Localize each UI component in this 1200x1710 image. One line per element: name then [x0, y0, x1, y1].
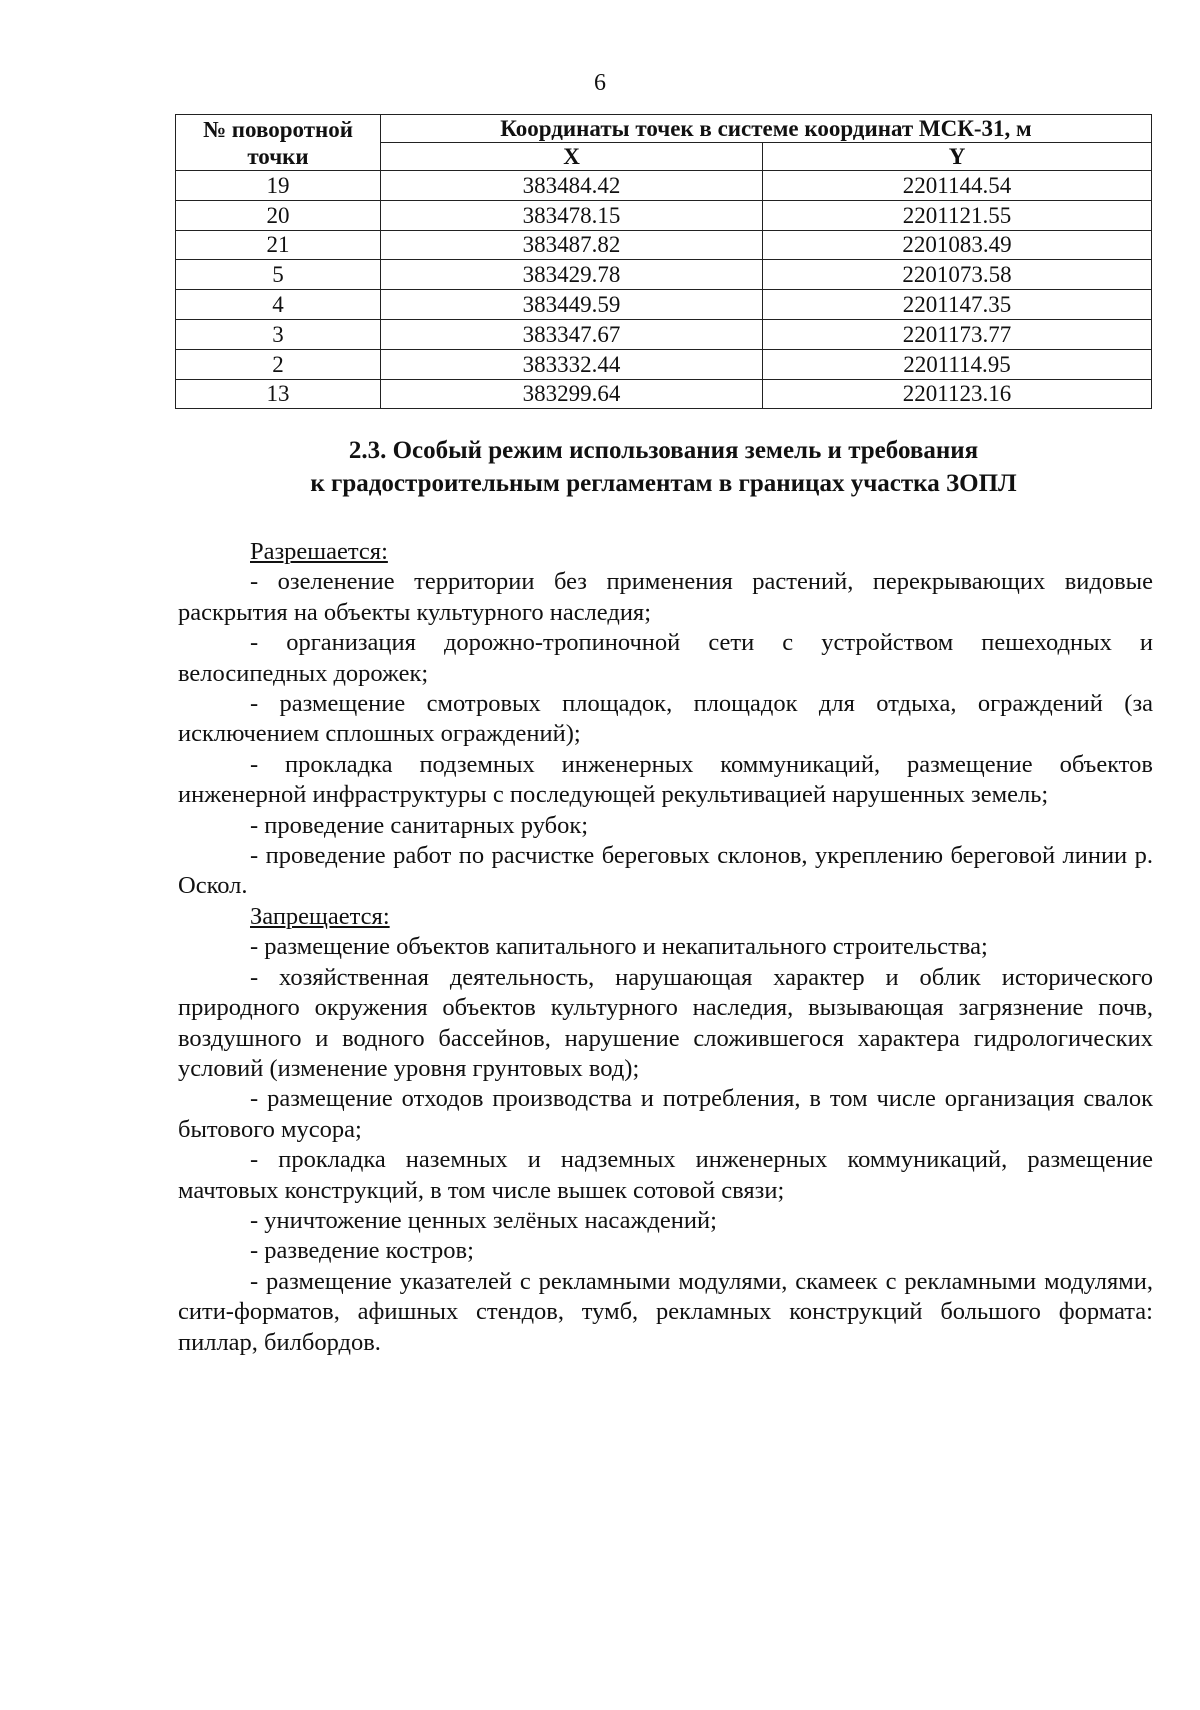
- cell-y: 2201121.55: [763, 200, 1152, 230]
- cell-x: 383449.59: [381, 290, 763, 320]
- cell-point: 5: [176, 260, 381, 290]
- header-point: № поворотной точки: [176, 115, 381, 171]
- body-text: [178, 537, 1153, 1358]
- cell-point: 20: [176, 200, 381, 230]
- prohibited-heading: Запрещается:: [250, 902, 390, 930]
- table-row: [176, 200, 1152, 230]
- cell-x: 383347.67: [381, 319, 763, 349]
- table-row: [176, 319, 1152, 349]
- cell-x: 383429.78: [381, 260, 763, 290]
- section-title-line2: к градостроительным регламентам в границах участка ЗОПЛ: [310, 470, 1017, 497]
- cell-point: 13: [176, 379, 381, 409]
- allowed-item: - организация дорожно-тропиночной сети с устройством пешеходных и велосипедных дорожек;: [178, 629, 1153, 687]
- coordinates-table: [175, 114, 1152, 409]
- page-number: 6: [594, 70, 606, 96]
- prohibited-item: - размещение отходов производства и потребления, в том числе организация свалок бытового мусора;: [178, 1085, 1153, 1143]
- cell-y: 2201123.16: [763, 379, 1152, 409]
- table-row: [176, 379, 1152, 409]
- prohibited-item: - хозяйственная деятельность, нарушающая характер и облик исторического природного окружения объектов культурного наследия, вызывающая загрязнение почв, воздушного и водного бассейнов, нарушение сложившегося характера гидрологических условий (изменение уровня грунтовых вод);: [178, 963, 1153, 1082]
- cell-y: 2201173.77: [763, 319, 1152, 349]
- allowed-item: - прокладка подземных инженерных коммуникаций, размещение объектов инженерной инфраструктуры с последующей рекультивацией нарушенных земель;: [178, 750, 1153, 809]
- table-row: [176, 349, 1152, 379]
- prohibited-item: - размещение указателей с рекламными модулями, скамеек с рекламными модулями, сити-форматов, афишных стендов, тумб, рекламных конструкций большого формата: пиллар, билбордов.: [178, 1267, 1153, 1356]
- cell-x: 383487.82: [381, 230, 763, 260]
- cell-x: 383478.15: [381, 200, 763, 230]
- cell-point: 2: [176, 349, 381, 379]
- cell-y: 2201144.54: [763, 171, 1152, 201]
- cell-point: 19: [176, 171, 381, 201]
- table-row: [176, 230, 1152, 260]
- cell-point: 21: [176, 230, 381, 260]
- cell-x: 383332.44: [381, 349, 763, 379]
- cell-x: 383299.64: [381, 379, 763, 409]
- header-coords: Координаты точек в системе координат МСК-31, м: [381, 115, 1152, 143]
- cell-x: 383484.42: [381, 171, 763, 201]
- cell-y: 2201073.58: [763, 260, 1152, 290]
- allowed-item: - проведение санитарных рубок;: [250, 811, 589, 839]
- header-x: X: [381, 143, 763, 171]
- prohibited-item: - размещение объектов капитального и некапитального строительства;: [250, 933, 988, 961]
- section-title-line1: 2.3. Особый режим использования земель и требования: [348, 437, 979, 464]
- table-row: [176, 171, 1152, 201]
- allowed-heading: Разрешается:: [250, 538, 388, 565]
- prohibited-item: - разведение костров;: [250, 1237, 474, 1265]
- section-title: [175, 434, 1152, 500]
- cell-point: 4: [176, 290, 381, 320]
- table-row: [176, 290, 1152, 320]
- allowed-item: - размещение смотровых площадок, площадок для отдыха, ограждений (за исключением сплошных ограждений);: [178, 690, 1153, 748]
- cell-y: 2201083.49: [763, 230, 1152, 260]
- header-y: Y: [763, 143, 1152, 171]
- table-row: [176, 260, 1152, 290]
- prohibited-item: - уничтожение ценных зелёных насаждений;: [250, 1206, 717, 1234]
- cell-y: 2201114.95: [763, 349, 1152, 379]
- cell-y: 2201147.35: [763, 290, 1152, 320]
- allowed-item: - озеленение территории без применения растений, перекрывающих видовые раскрытия на объекты культурного наследия;: [178, 568, 1153, 626]
- cell-point: 3: [176, 319, 381, 349]
- allowed-item: - проведение работ по расчистке береговых склонов, укреплению береговой линии р. Оскол.: [178, 842, 1153, 900]
- prohibited-item: - прокладка наземных и надземных инженерных коммуникаций, размещение мачтовых конструкций, в том числе вышек сотовой связи;: [178, 1146, 1153, 1204]
